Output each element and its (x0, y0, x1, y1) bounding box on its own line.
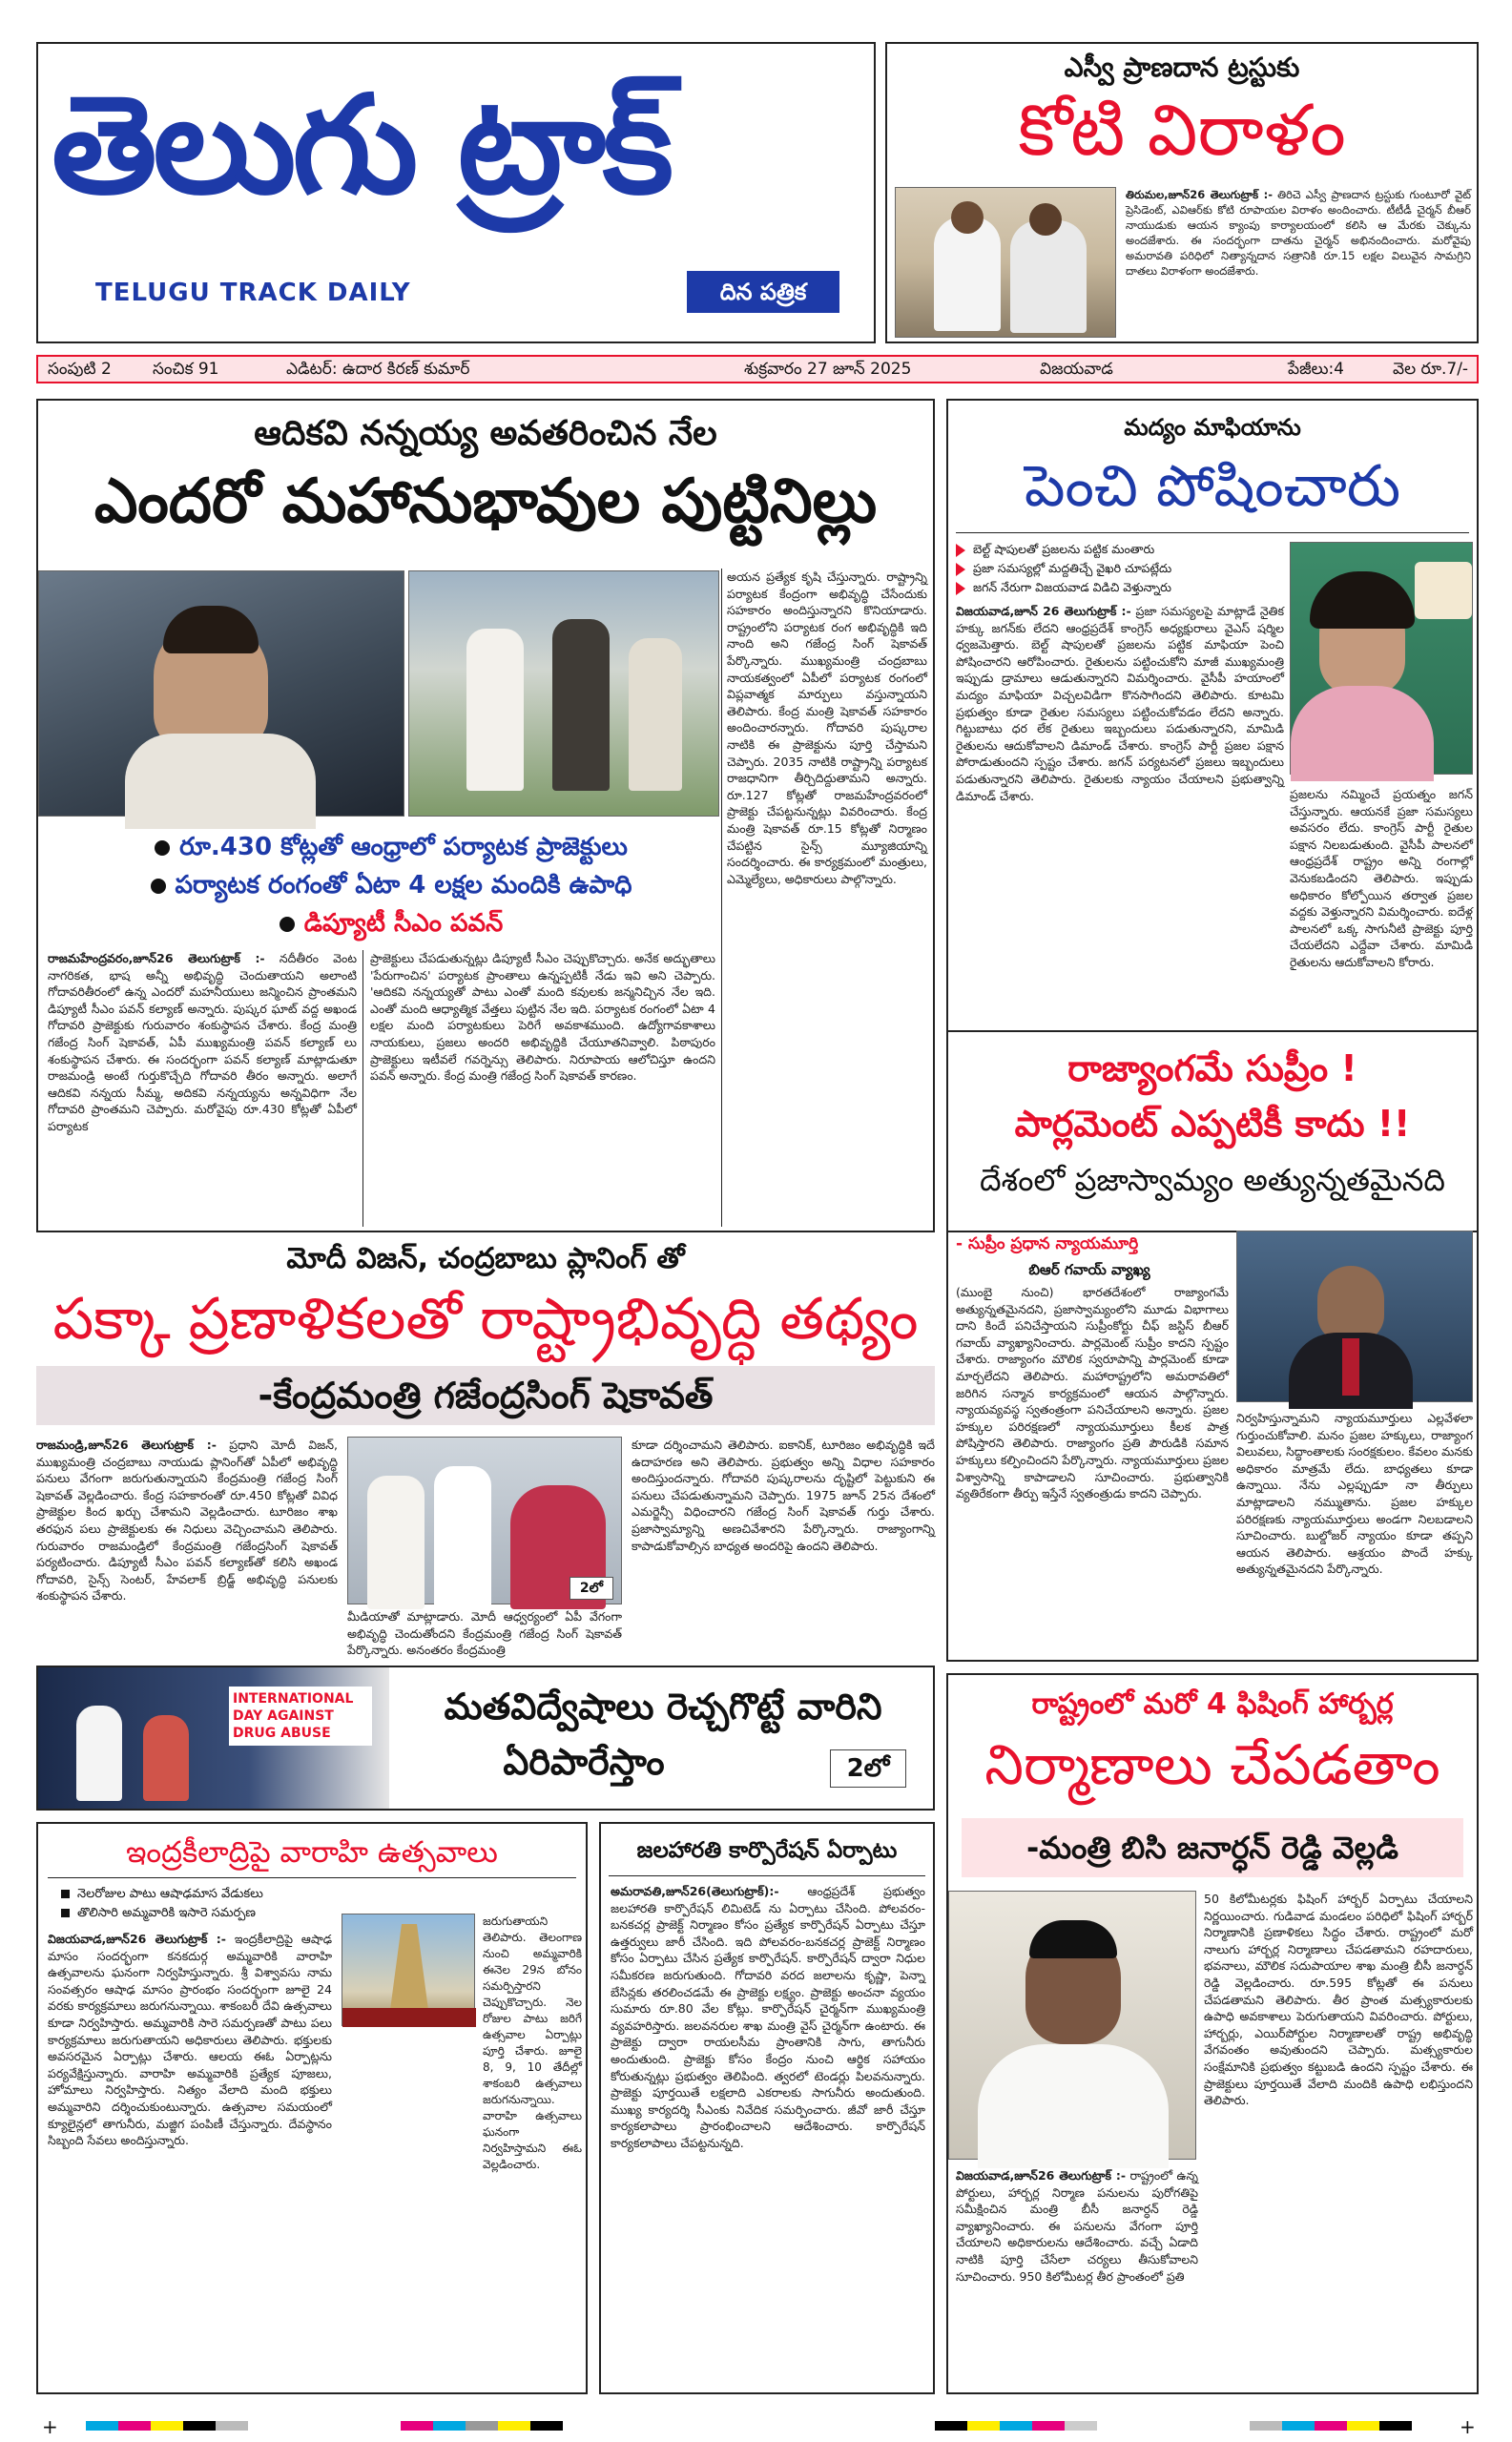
editor: ఎడిటర్: ఉదార కిరణ్ కుమార్ (286, 360, 470, 379)
shekhawat-kicker: మోదీ విజన్, చంద్రబాబు ప్లానింగ్ తో (286, 1242, 685, 1275)
lead-bullet: పర్యాటక రంగంతో ఏటా 4 లక్షల మందికి ఉపాధి (67, 866, 715, 904)
volume: సంపుటి 2 (48, 360, 112, 379)
donation-photo (895, 187, 1116, 338)
page-count: పేజీలు:4 (1288, 360, 1344, 379)
banner-headline-1: మతవిద్వేషాలు రెచ్చగొట్టే వారిని (444, 1686, 882, 1728)
drug-day-photo (38, 1667, 389, 1809)
tagline: దిన పత్రిక (687, 271, 839, 313)
top-story-body: తిరుమల,జూన్26 తెలుగుట్రాక్ :- తిరిచె ఎస్వీ ప్రాణదాన ట్రస్టుకు గుంటూరో వైట్ ప్రెసిడెంట్, ఎవిఆర్‌కు కోటి రూపాయల విరాళం అందించారు. టీటీడీ చైర్మన్ బీఆర్ నాయుడుకు ఆయన క్యాంపు కార్యాలయంలో కలిసి ఆ మేరకు చెక్కును అందజేశారు. ఈ సందర్భంగా దాతను చైర్మన్ అభినందించారు. మరోవైపు అమరావతి పరిధిలో నిత్యాన్నదాన సత్రానికి రూ.15 లక్షల విలువైన సామగ్రిని దాతలు విరాళంగా అందజేశారు. (1126, 188, 1471, 278)
banner-headline-2: ఏరిపారేస్తాం (503, 1741, 665, 1783)
price: వెల రూ.7/- (1393, 360, 1469, 379)
shekhawat-photo: 2లో (347, 1437, 622, 1604)
liquor-headline: పెంచి పోషించారు (1024, 453, 1401, 520)
shekhawat-headline: పక్కా ప్రణాళికలతో రాష్ట్రాభివృద్ధి తథ్యం (52, 1286, 919, 1353)
top-story-dateline: తిరుమల,జూన్26 తెలుగుట్రాక్ :- (1126, 188, 1273, 201)
top-story-kicker: ఎస్వీ ప్రాణదాన ట్రస్టుకు (1064, 52, 1300, 83)
logo-text: తెలుగు ట్రాక్ (52, 67, 670, 224)
registration-marks: + + (42, 2415, 1476, 2438)
supreme-headline-2: పార్లమెంట్ ఎప్పటికీ కాదు !! (1014, 1103, 1411, 1145)
shekhawat-body-col2: మీడియాతో మాట్లాడారు. మోదీ ఆధ్వర్యంలో ఏపీ వేగంగా అభివృద్ధి చెందుతోందని కేంద్రమంత్రి గజేంద్ర సింగ్ షెకావత్ పేర్కొన్నారు. అనంతరం కేంద్రమంత్రి (347, 1609, 622, 1658)
varahi-bullet: నెలరోజుల పాటు ఆషాఢమాస వేడుకలు (61, 1885, 347, 1904)
gavai-photo (1236, 1231, 1473, 1402)
lead-bullet: డిప్యూటీ సీఎం పవన్ (67, 904, 715, 942)
lead-bullet: రూ.430 కోట్లతో ఆంధ్రాలో పర్యాటక ప్రాజెక్టులు (67, 828, 715, 866)
polavaram-body: అమరావతి,జూన్26(తెలుగుట్రాక్):- ఆంధ్రప్రదేశ్ ప్రభుత్వం జలహారతి కార్పొరేషన్ లిమిటెడ్ ను ఏర్పాటు చేసింది. పోలవరం-బనకచర్ల ప్రాజెక్ట్ నిర్మాణం కోసం ప్రత్యేక కార్పొరేషన్ ఏర్పాటు చేస్తూ ఉత్తర్వులు జారీ చేసింది. ఇది పోలవరం-బనకచర్ల ప్రాజెక్ట్ నిర్మాణం కోసం ఏర్పాటు చేసిన ప్రత్యేక కార్పొరేషన్. కార్పొరేషన్ ద్వారా నిధుల సమీకరణ జరుగుతుంది. గోదావరి వరద జలాలను కృష్ణా, పెన్నా బేసిన్లకు తరలించడమే ఈ ప్రాజెక్టు లక్ష్యం. ప్రాజెక్టు అంచనా వ్యయం సుమారు రూ.80 వేల కోట్లు. కార్పొరేషన్ చైర్మన్‌గా ముఖ్యమంత్రి వ్యవహరిస్తారు. జలవనరుల శాఖ మంత్రి వైస్ చైర్మన్‌గా ఉంటారు. ఈ ప్రాజెక్టు ద్వారా రాయలసీమ ప్రాంతానికి సాగు, తాగునీరు అందుతుంది. ప్రాజెక్టు కోసం కేంద్రం నుంచి ఆర్థిక సహాయం కోరుతున్నట్లు ప్రభుత్వం తెలిపింది. త్వరలో టెండర్లు పిలవనున్నారు. ప్రాజెక్టు పూర్తయితే లక్షలాది ఎకరాలకు సాగునీరు అందుతుంది. ముఖ్య కార్యదర్శి సీఎంకు నివేదిక సమర్పించారు. జీవో జారీ చేస్తూ కార్యకలాపాలు ప్రారంభించాలని ఆదేశించారు. కార్పొరేషన్ కార్యకలాపాలు చేపట్టనున్నది. (611, 1884, 925, 2150)
varahi-bullets (61, 1885, 347, 1923)
supreme-byline: - సుప్రీం ప్రధాన న్యాయమూర్తి (956, 1234, 1139, 1253)
english-name: TELUGU TRACK DAILY (95, 279, 411, 307)
liquor-bullet: జగన్ నేరుగా విజయవాడ విడిచి వెళ్తున్నారు (956, 578, 1284, 597)
varahi-bullet: తొలిసారి అమ్మవారికి ఇసారె సమర్పణ (61, 1904, 347, 1923)
banner-story (36, 1666, 935, 1811)
lead-body-col3: అయన ప్రత్యేక కృషి చేస్తున్నారు. రాష్ట్రాన్ని పర్యాటక కేంద్రంగా అభివృద్ధి చేసేందుకు సహకారం అందిస్తున్నారని కొనియాడారు. రాష్ట్రంలోని పర్యాటక రంగ అభివృద్ధికి ఇది నాంది అని గజేంద్ర సింగ్ షెకావత్ పేర్కొన్నారు. ముఖ్యమంత్రి చంద్రబాబు నాయకత్వంలో ఏపీలో పర్యాటక రంగంలో విప్లవాత్మక మార్పులు వస్తున్నాయని తెలిపారు. కేంద్ర మంత్రి షెకావత్ సహకారం అందించారన్నారు. గోదావరి పుష్కరాల నాటికి ఈ ప్రాజెక్టును పూర్తి చేస్తామని చెప్పారు. 2035 నాటికి రాష్ట్రాన్ని పర్యాటక రాజధానిగా తీర్చిదిద్దుతామని అన్నారు. రూ.127 కోట్లతో రాజమహేంద్రవరంలో ప్రాజెక్టు చేపట్టనున్నట్లు వివరించారు. కేంద్ర మంత్రి షెకావత్ రూ.15 కోట్లతో నిర్మాణం చేపట్టిన సైన్స్ మ్యూజియాన్ని సందర్శించారు. ఈ కార్యక్రమంలో మంత్రులు, ఎమ్మెల్యేలు, అధికారులు పాల్గొన్నారు. (727, 569, 927, 886)
shekhawat-body-col3: కూడా దర్శించామని తెలిపారు. ఐకానిక్, టూరిజం అభివృద్ధికి ఇదే ఉదాహరణ అని తెలిపారు. ప్రభుత్వం అన్ని విధాల సహకారం అందిస్తుందన్నారు. గోదావరి పుష్కరాలను దృష్టిలో పెట్టుకుని ఈ పనులు చేపడుతున్నామని చెప్పారు. 1975 జూన్ 25న దేశంలో ఎమర్జెన్సీ విధించారని గజేంద్ర సింగ్ షెకావత్ గుర్తు చేశారు. ప్రజాస్వామ్యాన్ని అణచివేశారని పేర్కొన్నారు. రాజ్యాంగాన్ని కాపాడుకోవాల్సిన బాధ్యత అందరిపై ఉందని తెలిపారు. (632, 1438, 935, 1553)
masthead (36, 42, 876, 343)
varahi-body: విజయవాడ,జూన్26 తెలుగుట్రాక్ :- ఇంద్రకీలాద్రిపై ఆషాఢ మాసం సందర్భంగా కనకదుర్గ అమ్మవారికి వారాహి ఉత్సవాలను ఘనంగా నిర్వహిస్తున్నారు. శ్రీ విశ్వావసు నామ సంవత్సరం ఆషాఢ మాసం ప్రారంభం సందర్భంగా జూలై 24 వరకు కార్యక్రమాలు జరుగనున్నాయి. శాకంబరీ దేవి ఉత్సవాలు కూడా నిర్వహిస్తారు. అమ్మవారికి సారె సమర్పణతో పాటు పలు కార్యక్రమాలు జరుగుతాయని అధికారులు తెలిపారు. భక్తులకు అవసరమైన ఏర్పాట్లు చేశారు. ఆలయ ఈఓ ఏర్పాట్లను పర్యవేక్షిస్తున్నారు. వారాహి అమ్మవారికి ప్రత్యేక పూజలు, హోమాలు నిర్వహిస్తారు. నిత్యం వేలాది మంది భక్తులు అమ్మవారిని దర్శించుకుంటున్నారు. ఉత్సవాల సమయంలో క్యూలైన్లలో తాగునీరు, మజ్జిగ పంపిణీ చేస్తున్నారు. దేవస్థానం సిబ్బంది సేవలు అందిస్తున్నారు. (48, 1932, 332, 2148)
officials-photo (408, 570, 719, 817)
temple-photo (342, 1914, 475, 2026)
janardhan-photo (948, 1891, 1196, 2160)
liquor-bullets (956, 540, 1284, 597)
supreme-byline-2: బిఆర్ గవాయ్ వ్యాఖ్య (1028, 1261, 1150, 1278)
supreme-subhead: దేశంలో ప్రజాస్వామ్యం అత్యున్నతమైనది (980, 1162, 1445, 1198)
varahi-headline: ఇంద్రకీలాద్రిపై వారాహి ఉత్సవాలు (126, 1835, 498, 1870)
shekhawat-body-col1: రాజమండ్రి,జూన్26 తెలుగుట్రాక్ :- ప్రధాని మోదీ విజన్, ముఖ్యమంత్రి చంద్రబాబు నాయుడు ప్లానింగ్‌తో ఏపీలో అభివృద్ధి పనులు వేగంగా జరుగుతున్నాయని కేంద్రమంత్రి గజేంద్ర సింగ్ షెకావత్ వెల్లడించారు. కేంద్ర సహకారంతో రూ.450 కోట్లతో వివిధ ప్రాజెక్టుల కింద ఖర్చు చేశామని వెల్లడించారు. టూరిజం శాఖ తరఫున పలు ప్రాజెక్టులకు ఈ నిధులు వెచ్చించామని తెలిపారు. గురువారం రాజమండ్రిలో కేంద్రమంత్రి గజేంద్రసింగ్ షెకావత్ పర్యటించారు. డిప్యూటీ సీఎం పవన్ కల్యాణ్‌తో కలిసి అఖండ గోదావరి, సైన్స్ సెంటర్, హేవలాక్ బ్రిడ్జ్ అభివృద్ధి పనులకు శంకుస్థాపన చేశారు. (36, 1438, 339, 1604)
lead-body-col1: రాజమహేంద్రవరం,జూన్26 తెలుగుట్రాక్ :- నదీతీరం వెంట నాగరికత, భాష అన్నీ అభివృద్ధి చెందుతాయని అలాంటి గోదావరితీరంలో ఉన్న ఎందరో మహనీయులు జన్మించిన ప్రాంతమని డిప్యూటీ సీఎం పవన్ కల్యాణ్ అన్నారు. పుష్కర ఘాట్ వద్ద అఖండ గోదావరి ప్రాజెక్టుకు గురువారం శంకుస్థాపన చేశారు. కేంద్ర మంత్రి గజేంద్ర సింగ్ షెకావత్, ఏపీ ముఖ్యమంత్రి పవన్ కల్యాణ్ లు శంకుస్థాపన చేశారు. ఈ సందర్భంగా పవన్ కల్యాణ్ మాట్లాడుతూ రాజమండ్రి అంటే గుర్తుకొచ్చేది గోదావరి తీరం అన్నారు. అలాగే ఆదికవి నన్నయ సీమ్మ, అదికవి నన్నయ్యను అన్నవిధిగా నేల గోదావరి ప్రాంతమని చెప్పారు. మరోవైపు రూ.430 కోట్లతో ఏపీలో పర్యాటక (48, 951, 357, 1133)
fishing-kicker: రాష్ట్రంలో మరో 4 ఫిషింగ్ హార్బర్ల (1031, 1687, 1394, 1721)
drug-day-poster-text: INTERNATIONAL DAY AGAINST DRUG ABUSE (229, 1687, 372, 1746)
liquor-body: విజయవాడ,జూన్ 26 తెలుగుట్రాక్ :- ప్రజా సమస్యలపై మాట్లాడే నైతిక హక్కు జగన్‌కు లేదని ఆంధ్రప్రదేశ్ కాంగ్రెస్ అధ్యక్షురాలు వైఎస్ షర్మిల ధ్వజమెత్తారు. బెల్ట్ షాపులతో ప్రజలను పట్టిక మాఫియా పెంచి పోషించారని ఆరోపించారు. రైతులను పట్టించుకోని మాజీ ముఖ్యమంత్రి ఇప్పుడు డ్రామాలు ఆడుతున్నారని విమర్శించారు. వైసీపీ హయాంలో మద్యం మాఫియా విచ్చలవిడిగా కొనసాగిందని తెలిపారు. కూటమి ప్రభుత్వం కూడా రైతుల సమస్యలు పట్టించుకోవడం లేదని అన్నారు. గిట్టుబాటు ధర లేక రైతులు ఇబ్బందులు పడుతున్నారని, మామిడి రైతులను ఆదుకోవాలని డిమాండ్ చేశారు. కాంగ్రెస్ పార్టీ ప్రజల పక్షాన పోరాడుతుందని స్పష్టం చేశారు. జగన్ పర్యటనలో ప్రజలు ఇబ్బందులు పడుతున్నారని తెలిపారు. రైతులకు న్యాయం చేయాలని ప్రభుత్వాన్ని డిమాండ్ చేశారు. (956, 604, 1284, 803)
fishing-byline: -మంత్రి బిసి జనార్ధన్ రెడ్డి వెల్లడి (1026, 1830, 1398, 1866)
lead-headline: ఎందరో మహానుభావుల పుట్టినిల్లు (93, 466, 878, 537)
fishing-body-bottom: విజయవాడ,జూన్26 తెలుగుట్రాక్ :- రాష్ట్రంలో ఉన్న పోర్టులు, హార్బర్ల నిర్మాణ పనులను పురోగతిపై సమీక్షించిన మంత్రి బీసీ జనార్ధన్ రెడ్డి వ్యాఖ్యానించారు. ఈ పనులను వేగంగా పూర్తి చేయాలని అధికారులను ఆదేశించారు. వచ్చే ఏడాది నాటికి పూర్తి చేసేలా చర్యలు తీసుకోవాలని సూచించారు. 950 కిలోమీటర్ల తీర ప్రాంతంలో ప్రతి (956, 2168, 1198, 2284)
supreme-body: (ముంబై నుంచి) భారతదేశంలో రాజ్యాంగమే అత్యున్నతమైనదని, ప్రజాస్వామ్యంలోని మూడు విభాగాలు దాని కిందే పనిచేస్తాయని సుప్రీంకోర్టు చీఫ్ జస్టిస్ బీఆర్ గవాయ్ వ్యాఖ్యానించారు. పార్లమెంట్ సుప్రీం కాదని స్పష్టం చేశారు. రాజ్యాంగం మౌలిక స్వరూపాన్ని పార్లమెంట్ కూడా మార్చలేదని తెలిపారు. మహారాష్ట్రలోని అమరావతిలో జరిగిన సన్మాన కార్యక్రమంలో ఆయన పాల్గొన్నారు. న్యాయవ్యవస్థ స్వతంత్రంగా పనిచేయాలని అన్నారు. ప్రజల హక్కుల పరిరక్షణలో న్యాయమూర్తులు కీలక పాత్ర పోషిస్తారని తెలిపారు. రాజ్యాంగం ప్రతి పౌరుడికి సమాన హక్కులు కల్పించిందని పేర్కొన్నారు. న్యాయమూర్తులు ప్రజల విశ్వాసాన్ని కాపాడాలని సూచించారు. ప్రభుత్వానికి వ్యతిరేకంగా తీర్పు ఇస్తేనే స్వతంత్రుడు కాదని చెప్పారు. (956, 1285, 1229, 1501)
supreme-story (946, 1232, 1479, 1662)
fishing-story (946, 1673, 1479, 2394)
shekhawat-byline: -కేంద్రమంత్రి గజేంద్రసింగ్ షెకావత్ (258, 1375, 714, 1417)
lead-bullets (67, 828, 715, 942)
liquor-bullet: బెల్ట్ షాపులతో ప్రజలను పట్టిక మంతారు (956, 540, 1284, 559)
lead-body-col2: ప్రాజెక్టులు చేపడుతున్నట్లు డిప్యూటీ సీఎం చెప్పుకొచ్చారు. అనేక అద్భుతాలు 'పేరుగాంచిన' పర్యాటక ప్రాంతాలు ఉన్నప్పటికీ నేడు ఇవి అని చెప్పారు. 'ఆదికవి నన్నయ్యతో పాటు ఎంతో మంది కవులకు జన్మనిచ్చిన నేల ఇది. ఎంతో మంది ఆధ్యాత్మిక వేత్తలు పుట్టిన నేల ఇది. పర్యాటక రంగంలో ఏటా 4 లక్షల మంది పర్యాటకులు పెరిగే అవకాశముంది. ఉద్యోగావకాశాలు నాయకులు, ప్రజలు అందరి అభివృద్ధికి చేయూతనివ్వాలి. పిఠాపురం ప్రాజెక్టులు ఇటీవలే గవర్నెన్సు తెలిపారు. నిరూపాయ ఆలోచిస్తూ ఉందని పవన్ అన్నారు. కేంద్ర మంత్రి గజేంద్ర సింగ్ షెకావత్ కారణం. (370, 951, 715, 1084)
pawan-photo (38, 570, 404, 817)
lead-story (36, 399, 935, 1232)
liquor-story (946, 399, 1479, 1232)
issue: సంచిక 91 (153, 360, 219, 379)
fishing-body-right: 50 కిలోమీటర్లకు ఫిషింగ్ హార్బర్ ఏర్పాటు చేయాలని నిర్ణయించారు. గుడివాడ మండలం పరిధిలో ఫిషింగ్ హార్బర్ నిర్మాణానికి ప్రణాళికలు సిద్ధం చేశారు. రాష్ట్రంలో మరో నాలుగు హార్బర్ల నిర్మాణాలు చేపడతామని రహదారులు, భవనాలు, మౌలిక సదుపాయాల శాఖ మంత్రి బీసీ జనార్ధన్ రెడ్డి వెల్లడించారు. రూ.595 కోట్లతో ఈ పనులు చేపడతామని తెలిపారు. తీర ప్రాంత మత్స్యకారులకు ఉపాధి అవకాశాలు పెరుగుతాయని వివరించారు. పోర్టులు, హార్బర్లు, ఎయిర్‌పోర్టుల నిర్మాణాలతో రాష్ట్ర అభివృద్ధి వేగవంతం అవుతుందని చెప్పారు. మత్స్యకారుల సంక్షేమానికి ప్రభుత్వం కట్టుబడి ఉందని స్పష్టం చేశారు. ఈ ప్రాజెక్టులు పూర్తయితే వేలాది మందికి ఉపాధి లభిస్తుందని తెలిపారు. (1204, 1892, 1473, 2108)
issue-date: శుక్రవారం 27 జూన్ 2025 (744, 360, 912, 379)
info-bar (36, 355, 1479, 383)
top-story (885, 42, 1479, 343)
shekhawat-byline-bar (36, 1366, 935, 1425)
liquor-bullet: ప్రజా సమస్యల్లో మద్దతిచ్చే వైఖరి చూపట్లేదు (956, 559, 1284, 578)
lead-kicker: ఆదికవి నన్నయ్య అవతరించిన నేల (254, 414, 717, 453)
top-story-headline: కోటి విరాళం (1018, 90, 1346, 172)
banner-page-ref: 2లో (830, 1749, 906, 1788)
varahi-story (36, 1822, 588, 2394)
fishing-headline: నిర్మాణాలు చేపడతాం (984, 1732, 1440, 1797)
liquor-kicker: మద్యం మాఫియాను (1124, 414, 1301, 441)
supreme-body-right: నిర్వహిస్తున్నామని న్యాయమూర్తులు ఎల్లవేళలా గుర్తుంచుకోవాలి. మనం ప్రజల హక్కులు, రాజ్యాంగ విలువలు, సిద్ధాంతాలకు సంరక్షకులం. కేవలం మనకు అధికారం మాత్రమే లేదు. బాధ్యతలు కూడా ఉన్నాయి. నేను ఎల్లప్పుడూ నా తీర్పులు మాట్లాడాలని నమ్ముతాను. ప్రజల హక్కుల పరిరక్షణకు న్యాయమూర్తులు అండగా నిలబడాలని సూచించారు. బుల్డోజర్ న్యాయం కూడా తప్పని ఆయన తెలిపారు. ఆశ్రయం పొందే హక్కు అత్యున్నతమైనదని పేర్కొన్నారు. (1236, 1411, 1473, 1577)
city: విజయవాడ (1040, 360, 1113, 379)
shekhawat-story (36, 1240, 935, 1658)
liquor-body-lower: ప్రజలను నమ్మించే ప్రయత్నం జగన్ చేస్తున్నారు. ఆయనకే ప్రజా సమస్యలు అవసరం లేదు. కాంగ్రెస్ పార్టీ రైతుల పక్షాన నిలబడుతుంది. వైసీపీ పాలనలో ఆంధ్రప్రదేశ్ రాష్ట్రం అన్ని రంగాల్లో వెనుకబడిందని తెలిపారు. ఇప్పుడు అధికారం కోల్పోయిన తర్వాత ప్రజల వద్దకు వెళ్తున్నారని విమర్శించారు. ఐదేళ్ల పాలనలో ఒక్క సాగునీటి ప్రాజెక్టు పూర్తి చేయలేదని ఎద్దేవా చేశారు. మామిడి రైతులను ఆదుకోవాలని కోరారు. (1290, 787, 1473, 969)
sharmila-photo (1290, 542, 1473, 775)
supreme-headline-1: రాజ్యాంగమే సుప్రీం ! (1067, 1047, 1357, 1089)
polavaram-headline: జలహారతి కార్పొరేషన్ ఏర్పాటు (636, 1838, 898, 1863)
fishing-byline-bar (962, 1818, 1463, 1877)
varahi-body-side: జరుగుతాయని తెలిపారు. తెలంగాణ నుంచి అమ్మవారికి ఈనెల 29న బోనం సమర్పిస్తారని చెప్పుకొచ్చారు. నెల రోజుల పాటు జరిగే ఉత్సవాల ఏర్పాట్లు పూర్తి చేశారు. జూలై 8, 9, 10 తేదీల్లో శాకంబరి ఉత్సవాలు జరుగనున్నాయి. వారాహి ఉత్సవాలు ఘనంగా నిర్వహిస్తామని ఈఓ వెల్లడించారు. (483, 1914, 582, 2171)
polavaram-story (599, 1822, 935, 2394)
